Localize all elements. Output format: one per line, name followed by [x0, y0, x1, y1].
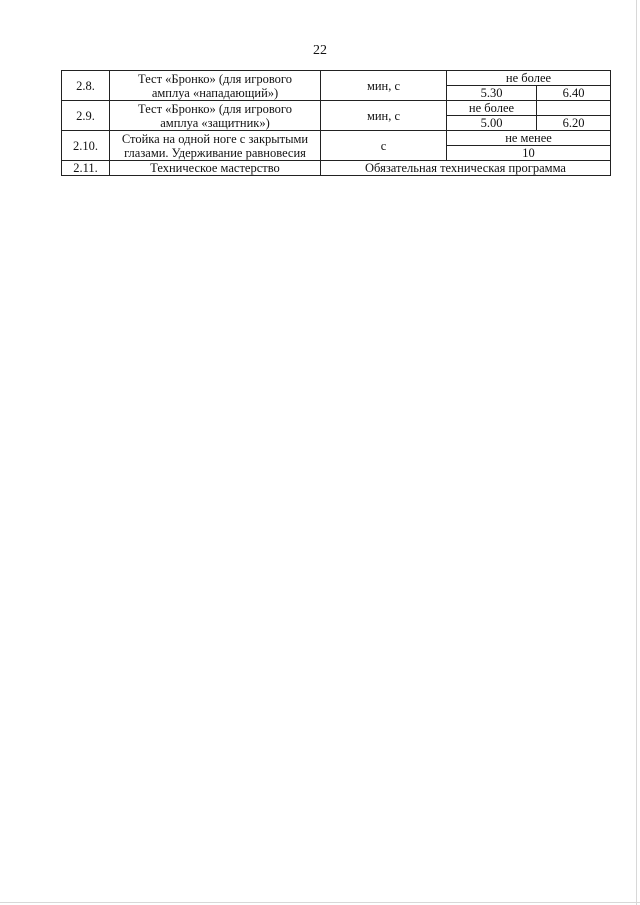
- table-row: [62, 71, 611, 86]
- program-cell: Обязательная техническая программа: [321, 161, 611, 176]
- test-name-line: Тест «Бронко» (для игрового: [138, 71, 292, 86]
- test-name: [110, 101, 321, 131]
- condition-cell: не более: [447, 71, 611, 86]
- value-cell: 6.40: [537, 86, 611, 101]
- page-edge-line: [0, 902, 640, 903]
- test-name: Техническое мастерство: [110, 161, 321, 176]
- table-row: [62, 101, 611, 116]
- test-name: [110, 131, 321, 161]
- test-name-line: Тест «Бронко» (для игрового: [138, 101, 292, 116]
- test-name-line: амплуа «нападающий»): [151, 85, 279, 100]
- value-cell: 5.00: [447, 116, 537, 131]
- condition-cell: не менее: [447, 131, 611, 146]
- value-cell: 5.30: [447, 86, 537, 101]
- test-name-line: Стойка на одной ноге с закрытыми: [121, 131, 309, 146]
- standards-table: [61, 70, 611, 176]
- page-number: 22: [313, 43, 327, 58]
- unit-cell: мин, с: [321, 101, 447, 131]
- row-number: 2.10.: [62, 131, 110, 161]
- page-edge-line: [636, 0, 637, 905]
- value-cell: 10: [447, 146, 611, 161]
- test-name: [110, 71, 321, 101]
- test-name-line: амплуа «защитник»): [160, 115, 270, 130]
- row-number: 2.8.: [62, 71, 110, 101]
- empty-cell: [537, 101, 611, 116]
- value-cell: 6.20: [537, 116, 611, 131]
- unit-cell: мин, с: [321, 71, 447, 101]
- unit-cell: с: [321, 131, 447, 161]
- row-number: 2.9.: [62, 101, 110, 131]
- condition-cell: не более: [447, 101, 537, 116]
- table-row: [62, 131, 611, 146]
- table-row: [62, 161, 611, 176]
- test-name-line: глазами. Удерживание равновесия: [124, 145, 306, 160]
- row-number: 2.11.: [62, 161, 110, 176]
